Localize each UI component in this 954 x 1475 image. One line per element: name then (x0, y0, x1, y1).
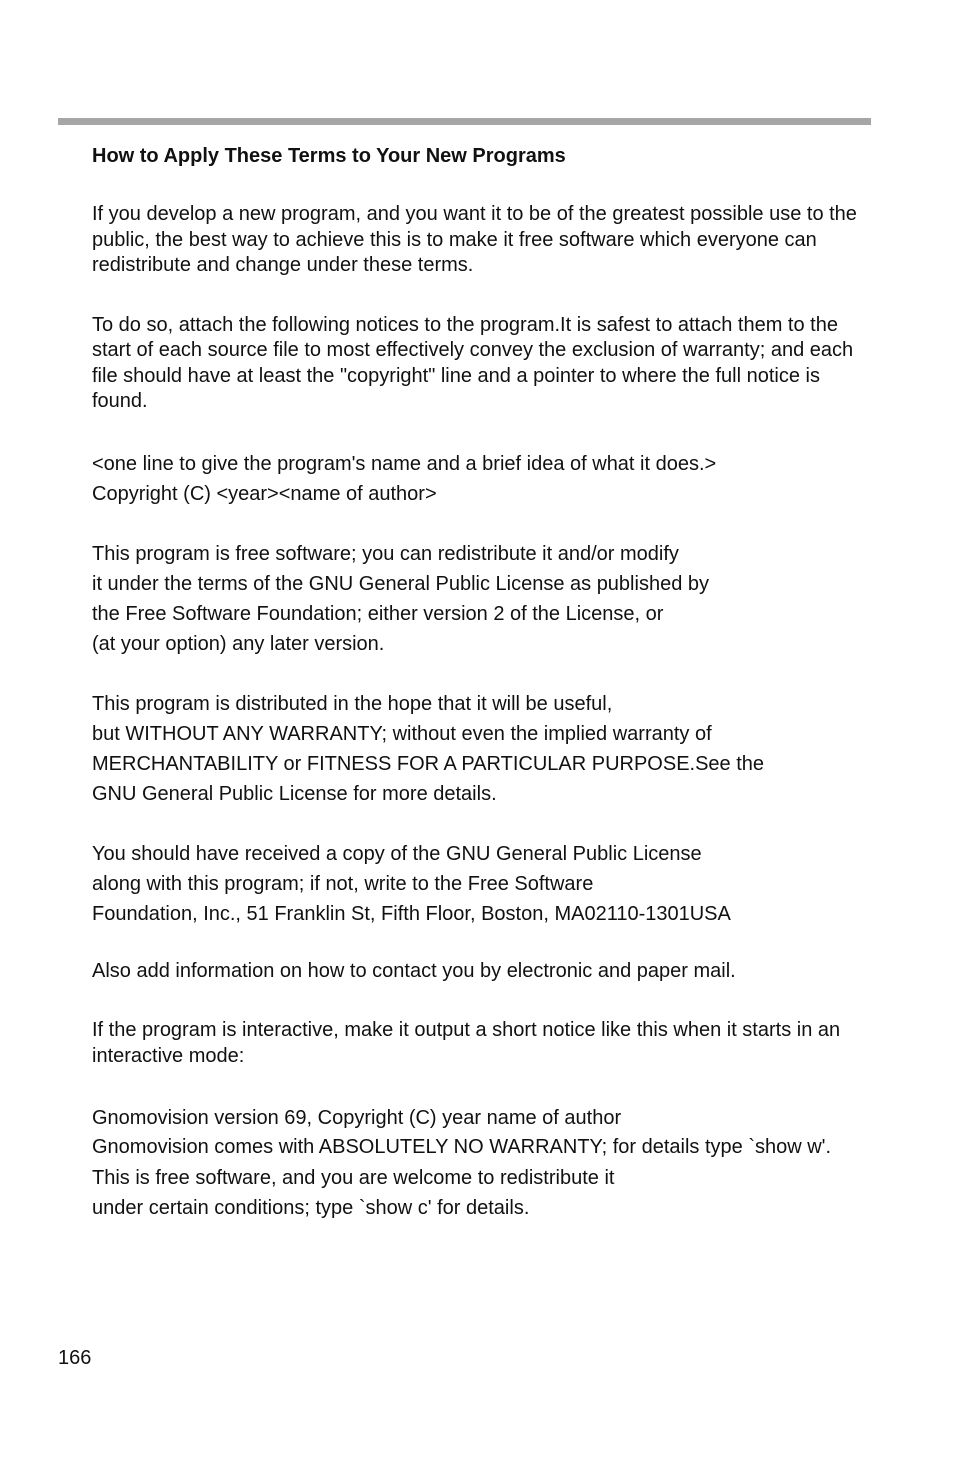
notice-copy-block (92, 839, 872, 929)
notice-line: You should have received a copy of the GNU General Public License (92, 842, 702, 865)
interactive-notice-block (92, 1103, 872, 1223)
notice-free-software-block (92, 539, 872, 659)
notice-warranty-block (92, 689, 872, 809)
paragraph-attach-notices: To do so, attach the following notices to the program.It is safest to attach them to the start of each source file to most effectively convey the exclusion of warranty; and each file should have at least the "copyright" line and a pointer to where the full notice is found. (92, 313, 854, 412)
interactive-notice-line: Gnomovision version 69, Copyright (C) year name of author (92, 1107, 622, 1129)
notice-line: Copyright (C) <year><name of author> (92, 482, 437, 505)
notice-line: Foundation, Inc., 51 Franklin St, Fifth Floor, Boston, MA02110-1301USA (92, 902, 731, 925)
notice-line: it under the terms of the GNU General Public License as published by (92, 572, 709, 595)
notice-line: (at your option) any later version. (92, 632, 385, 655)
notice-line: along with this program; if not, write to the Free Software (92, 872, 594, 895)
top-rule (58, 118, 871, 125)
notice-line: This program is free software; you can redistribute it and/or modify (92, 542, 679, 565)
interactive-notice-line: under certain conditions; type `show c' for details. (92, 1196, 530, 1219)
section-heading: How to Apply These Terms to Your New Programs (92, 145, 566, 167)
notice-line: <one line to give the program's name and a brief idea of what it does.> (92, 452, 717, 475)
interactive-notice-line: Gnomovision comes with ABSOLUTELY NO WARRANTY; for details type `show w'. (92, 1136, 832, 1158)
interactive-notice-line: This is free software, and you are welcome to redistribute it (92, 1166, 615, 1189)
paragraph-intro: If you develop a new program, and you want it to be of the greatest possible use to the public, the best way to achieve this is to make it free software which everyone can redistribute and change under these terms. (92, 203, 857, 276)
notice-header-block (92, 449, 872, 509)
page-number: 166 (58, 1347, 92, 1369)
notice-line: GNU General Public License for more details. (92, 782, 497, 805)
notice-line: but WITHOUT ANY WARRANTY; without even the implied warranty of (92, 722, 712, 745)
notice-line: This program is distributed in the hope that it will be useful, (92, 692, 613, 715)
notice-line: MERCHANTABILITY or FITNESS FOR A PARTICULAR PURPOSE.See the (92, 752, 765, 775)
paragraph-interactive: If the program is interactive, make it output a short notice like this when it starts in an interactive mode: (92, 1019, 841, 1067)
paragraph-contact-info: Also add information on how to contact you by electronic and paper mail. (92, 959, 736, 982)
notice-line: the Free Software Foundation; either version 2 of the License, or (92, 602, 664, 625)
page-content (92, 142, 872, 1253)
